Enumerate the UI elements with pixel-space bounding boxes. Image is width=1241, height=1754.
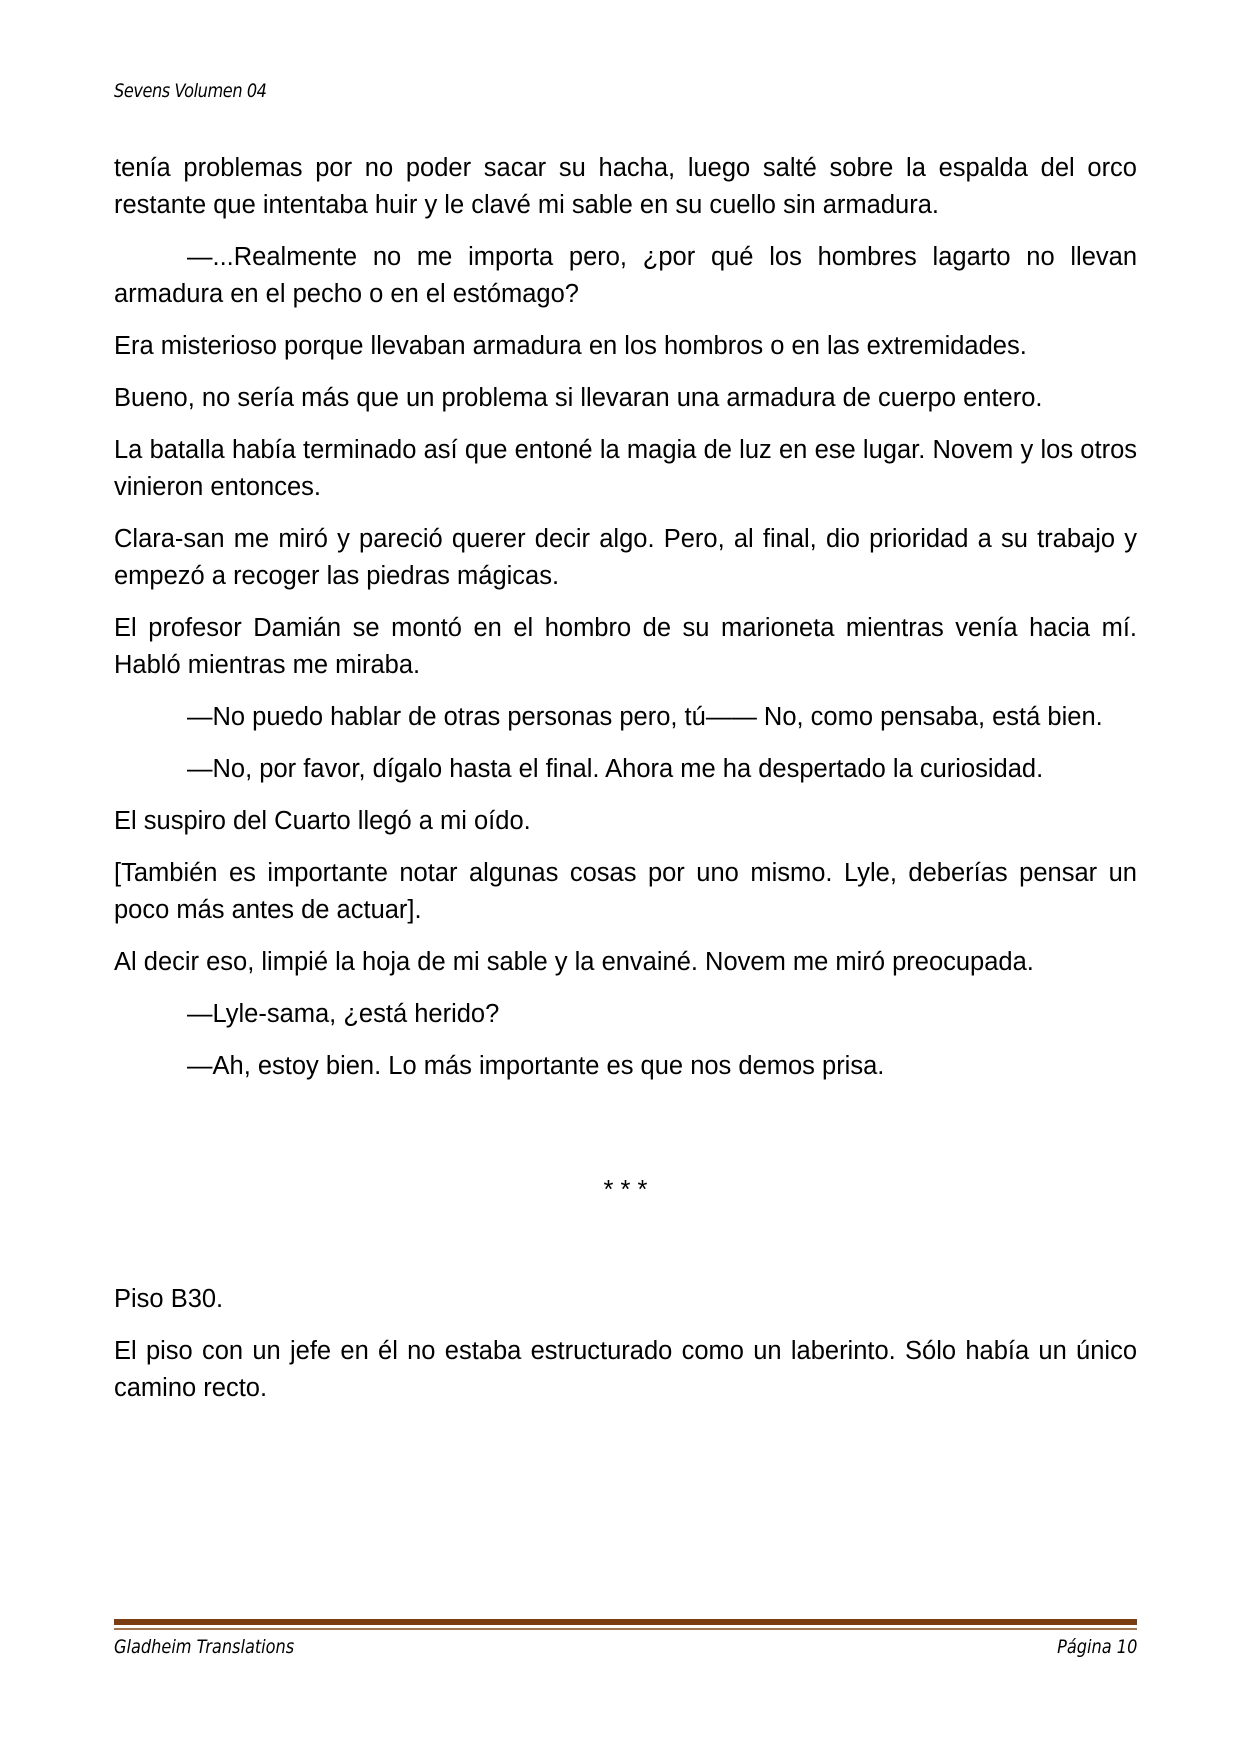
paragraph: El piso con un jefe en él no estaba estructurado como un laberinto. Sólo había un único camino recto.: [114, 1337, 1137, 1402]
scene-separator: * * *: [603, 1176, 648, 1204]
paragraph: Al decir eso, limpié la hoja de mi sable y la envainé. Novem me miró preocupada.: [114, 948, 1034, 976]
page-number: Página 10: [1056, 1636, 1137, 1658]
dialogue-paragraph: —...Realmente no me importa pero, ¿por qué los hombres lagarto no llevan armadura en el pecho o en el estómago?: [114, 243, 1137, 308]
footer-credit: Gladheim Translations: [114, 1636, 295, 1658]
dialogue-paragraph: —No, por favor, dígalo hasta el final. Ahora me ha despertado la curiosidad.: [187, 755, 1044, 783]
paragraph: El profesor Damián se montó en el hombro de su marioneta mientras venía hacia mí. Habló mientras me miraba.: [114, 614, 1137, 679]
body-text: [114, 150, 1137, 1422]
dialogue-paragraph: —No puedo hablar de otras personas pero, tú—— No, como pensaba, está bien.: [187, 703, 1103, 731]
paragraph: [También es importante notar algunas cosas por uno mismo. Lyle, deberías pensar un poco más antes de actuar].: [114, 859, 1137, 924]
paragraph: Clara-san me miró y pareció querer decir algo. Pero, al final, dio prioridad a su trabajo y empezó a recoger las piedras mágicas.: [114, 525, 1137, 590]
paragraph: El suspiro del Cuarto llegó a mi oído.: [114, 807, 531, 835]
dialogue-paragraph: —Ah, estoy bien. Lo más importante es que nos demos prisa.: [187, 1052, 885, 1080]
paragraph: tenía problemas por no poder sacar su hacha, luego salté sobre la espalda del orco restante que intentaba huir y le clavé mi sable en su cuello sin armadura.: [114, 154, 1137, 219]
footer-rule-thick: [114, 1619, 1137, 1625]
dialogue-paragraph: —Lyle-sama, ¿está herido?: [187, 1000, 500, 1028]
footer-rule-thin: [114, 1628, 1137, 1630]
running-header: Sevens Volumen 04: [114, 80, 267, 102]
paragraph: Bueno, no sería más que un problema si llevaran una armadura de cuerpo entero.: [114, 384, 1043, 412]
paragraph: Era misterioso porque llevaban armadura en los hombros o en las extremidades.: [114, 332, 1027, 360]
paragraph: La batalla había terminado así que entoné la magia de luz en ese lugar. Novem y los otros vinieron entonces.: [114, 436, 1137, 501]
paragraph: Piso B30.: [114, 1285, 224, 1313]
